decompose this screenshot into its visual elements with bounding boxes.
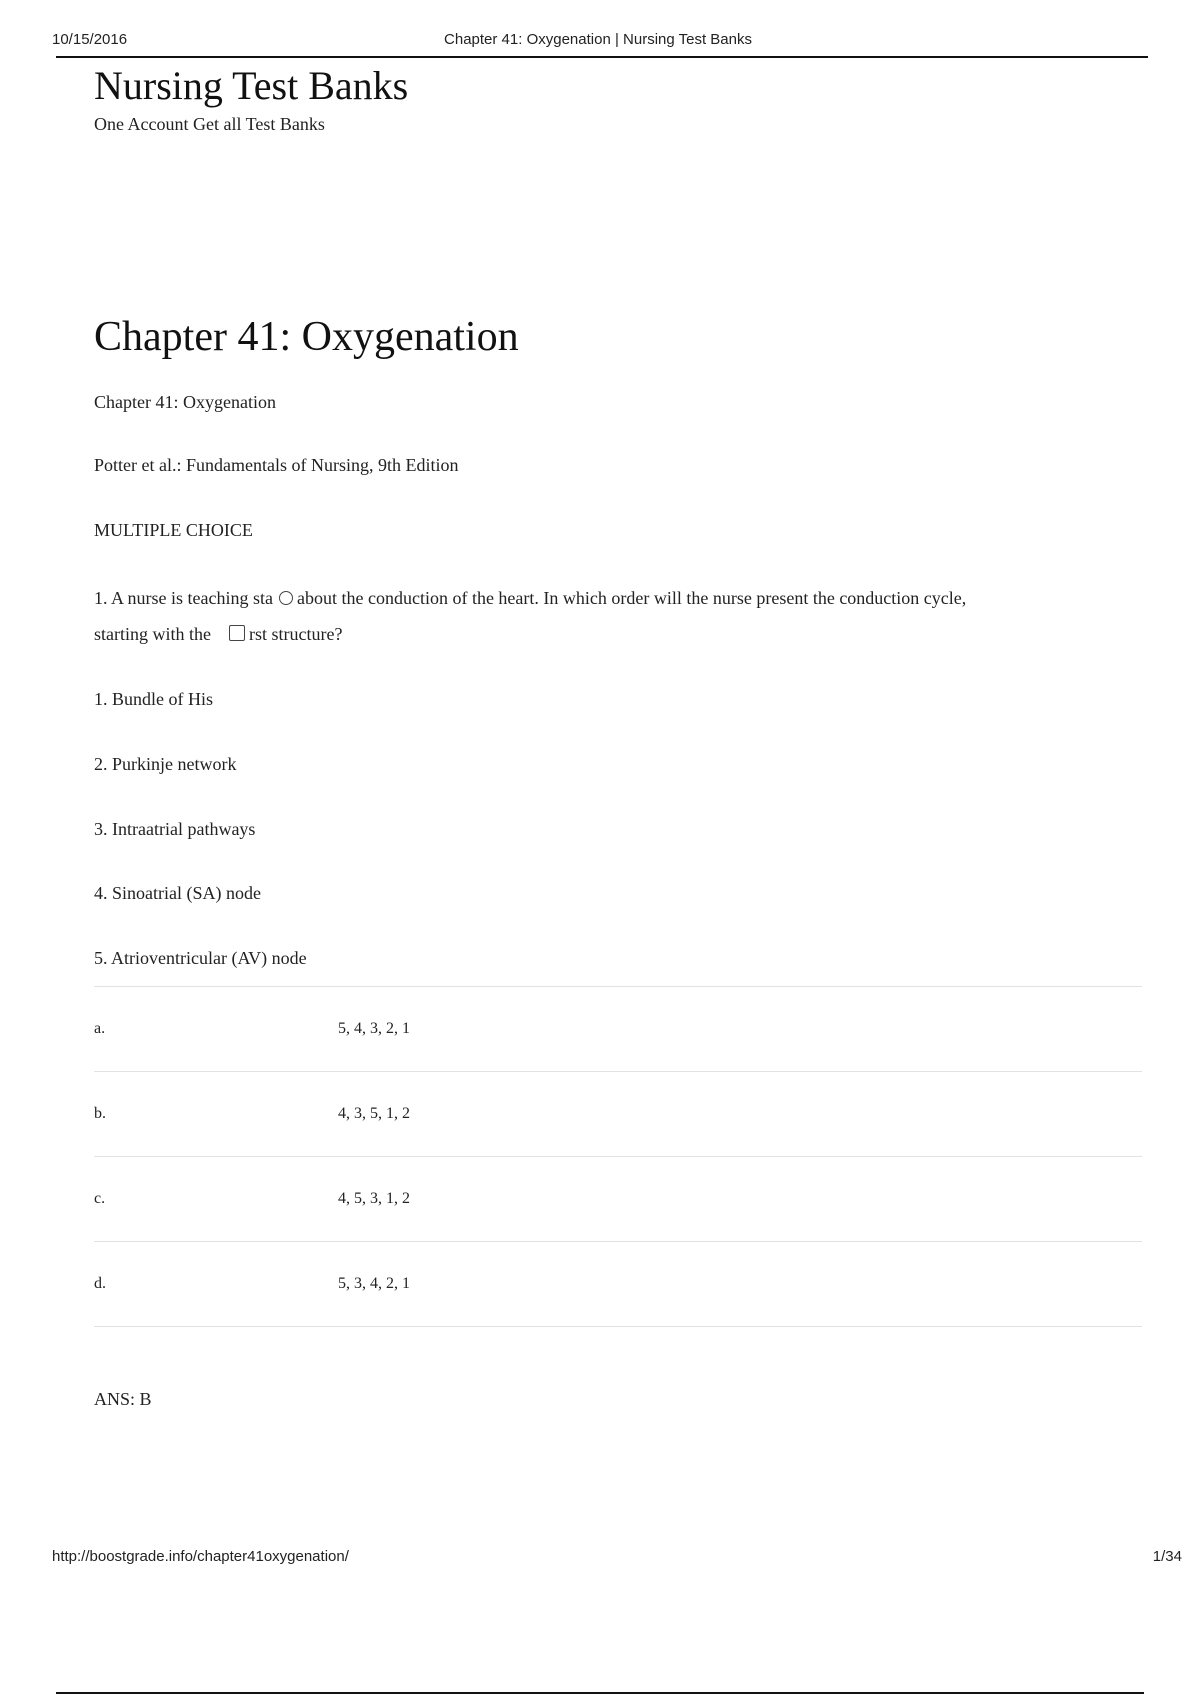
question-text-part2: about the conduction of the heart. In which order will the nurse present the conduction cycle, <box>296 588 967 608</box>
choice-text: 4, 5, 3, 1, 2 <box>338 1190 410 1207</box>
page-number: 1/34 <box>1152 1548 1182 1565</box>
site-title[interactable]: Nursing Test Banks <box>94 63 409 108</box>
choice-row-a <box>94 987 1142 1072</box>
choice-letter: b. <box>94 1105 106 1122</box>
article-content <box>94 310 1142 1435</box>
list-item: 1. Bundle of His <box>94 689 213 709</box>
choice-text: 5, 3, 4, 2, 1 <box>338 1275 410 1292</box>
chapter-heading: Chapter 41: Oxygenation <box>94 314 519 360</box>
choice-letter: d. <box>94 1275 106 1292</box>
page-url: http://boostgrade.info/chapter41oxygenation/ <box>52 1548 349 1565</box>
choice-row-b <box>94 1072 1142 1157</box>
print-header <box>52 28 1144 58</box>
answer-key: ANS: B <box>94 1389 152 1409</box>
choice-text: 4, 3, 5, 1, 2 <box>338 1105 410 1122</box>
choice-letter: c. <box>94 1190 106 1207</box>
list-item: 3. Intraatrial pathways <box>94 819 256 839</box>
ligature-fi-icon <box>229 625 245 641</box>
list-item: 5. Atrioventricular (AV) node <box>94 948 307 968</box>
question-text-part4: rst structure? <box>248 624 343 644</box>
header-rule <box>56 56 1148 58</box>
answer-choices-table <box>94 986 1142 1327</box>
chapter-subheading: Chapter 41: Oxygenation <box>94 392 276 412</box>
print-page-title: Chapter 41: Oxygenation | Nursing Test Banks <box>444 31 752 48</box>
ligature-ff-icon <box>279 591 293 605</box>
choice-letter: a. <box>94 1020 106 1037</box>
list-item: 2. Purkinje network <box>94 754 237 774</box>
section-label: MULTIPLE CHOICE <box>94 520 253 540</box>
choice-row-c <box>94 1157 1142 1242</box>
list-item: 4. Sinoatrial (SA) node <box>94 883 261 903</box>
choice-text: 5, 4, 3, 2, 1 <box>338 1020 410 1037</box>
bottom-rule <box>56 1692 1144 1694</box>
question-text <box>94 580 1142 652</box>
print-date: 10/15/2016 <box>52 31 128 48</box>
source-citation: Potter et al.: Fundamentals of Nursing, 9th Edition <box>94 455 459 475</box>
question-text-part1: 1. A nurse is teaching sta <box>94 588 273 608</box>
choice-row-d <box>94 1242 1142 1327</box>
question-text-part3: starting with the <box>94 624 211 644</box>
site-tagline: One Account Get all Test Banks <box>94 114 325 134</box>
